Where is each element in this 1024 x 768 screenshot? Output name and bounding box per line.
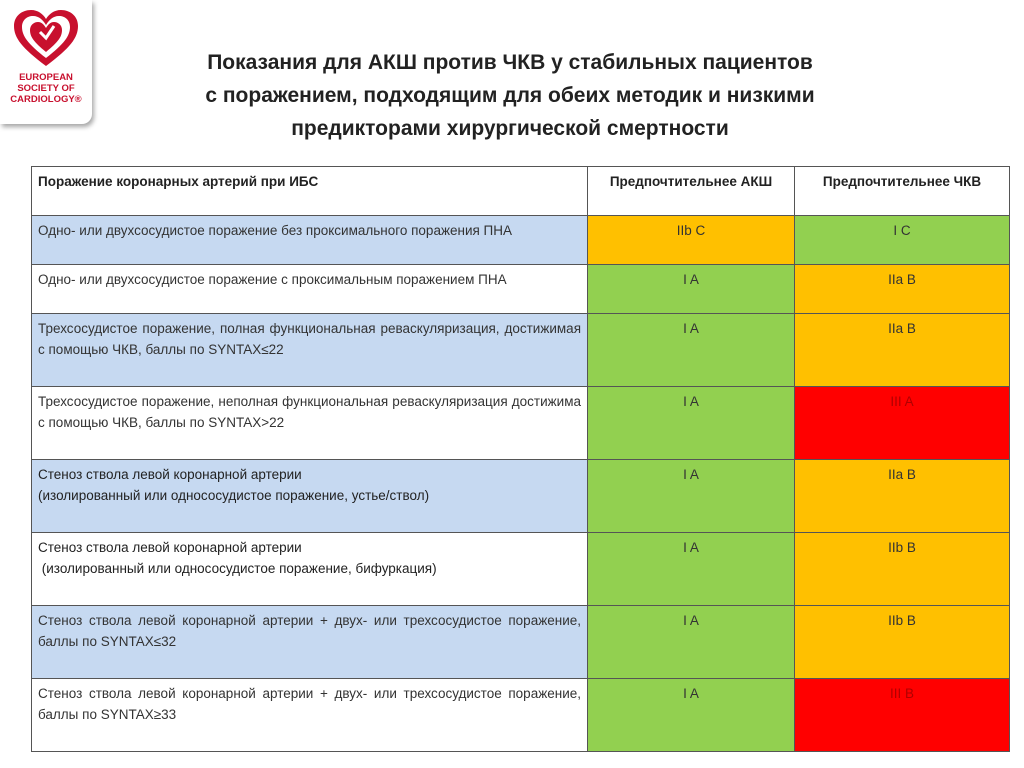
header-pci: Предпочтительнее ЧКВ (795, 167, 1010, 216)
logo-line-1: EUROPEAN (19, 72, 73, 83)
cabg-rating: IIb C (588, 216, 795, 265)
lesion-cell: Трехсосудистое поражение, неполная функциональная реваскуляризация достижима с помощью ЧКВ, баллы по SYNTAX>22 (32, 387, 588, 460)
header-cabg: Предпочтительнее АКШ (588, 167, 795, 216)
table-row (32, 460, 1010, 533)
cabg-rating: I A (588, 265, 795, 314)
title-line-2: с поражением, подходящим для обеих методик и низкими (205, 84, 815, 107)
lesion-cell: Одно- или двухсосудистое поражение с проксимальным поражением ПНА (32, 265, 588, 314)
table-header-row (32, 167, 1010, 216)
lesion-line-2: (изолированный или однососудистое поражение, бифуркация) (38, 561, 437, 576)
table-row (32, 314, 1010, 387)
logo-line-3: CARDIOLOGY® (10, 94, 82, 105)
lesion-line-1: Стеноз ствола левой коронарной артерии (38, 467, 302, 482)
title-line-3: предикторами хирургической смертности (291, 117, 729, 140)
cabg-rating: I A (588, 679, 795, 752)
pci-rating: IIa B (795, 314, 1010, 387)
lesion-line-2: (изолированный или однососудистое поражение, устье/ствол) (38, 488, 430, 503)
cabg-rating: I A (588, 387, 795, 460)
cabg-rating: I A (588, 606, 795, 679)
lesion-cell (32, 460, 588, 533)
table-row (32, 216, 1010, 265)
cabg-rating: I A (588, 533, 795, 606)
page-title (110, 46, 910, 145)
table-row (32, 679, 1010, 752)
lesion-line-1: Стеноз ствола левой коронарной артерии (38, 540, 302, 555)
pci-rating: IIb B (795, 606, 1010, 679)
pci-rating: IIa B (795, 460, 1010, 533)
recommendations-table (31, 166, 1010, 752)
pci-rating: IIb B (795, 533, 1010, 606)
lesion-cell (32, 533, 588, 606)
pci-rating: IIa B (795, 265, 1010, 314)
cabg-rating: I A (588, 460, 795, 533)
title-line-1: Показания для АКШ против ЧКВ у стабильных пациентов (207, 51, 813, 74)
logo-line-2: SOCIETY OF (17, 83, 75, 94)
esc-logo (0, 0, 92, 124)
lesion-cell: Стеноз ствола левой коронарной артерии + двух- или трехсосудистое поражение, баллы по SYNTAX≤32 (32, 606, 588, 679)
lesion-cell: Трехсосудистое поражение, полная функциональная реваскуляризация, достижимая с помощью ЧКВ, баллы по SYNTAX≤22 (32, 314, 588, 387)
lesion-cell: Стеноз ствола левой коронарной артерии + двух- или трехсосудистое поражение, баллы по SYNTAX≥33 (32, 679, 588, 752)
lesion-cell: Одно- или двухсосудистое поражение без проксимального поражения ПНА (32, 216, 588, 265)
header-lesion: Поражение коронарных артерий при ИБС (32, 167, 588, 216)
table-row (32, 265, 1010, 314)
pci-rating: III B (795, 679, 1010, 752)
table-row (32, 387, 1010, 460)
heart-icon (10, 8, 82, 70)
table-row (32, 533, 1010, 606)
pci-rating: I C (795, 216, 1010, 265)
pci-rating: III A (795, 387, 1010, 460)
table-row (32, 606, 1010, 679)
cabg-rating: I A (588, 314, 795, 387)
